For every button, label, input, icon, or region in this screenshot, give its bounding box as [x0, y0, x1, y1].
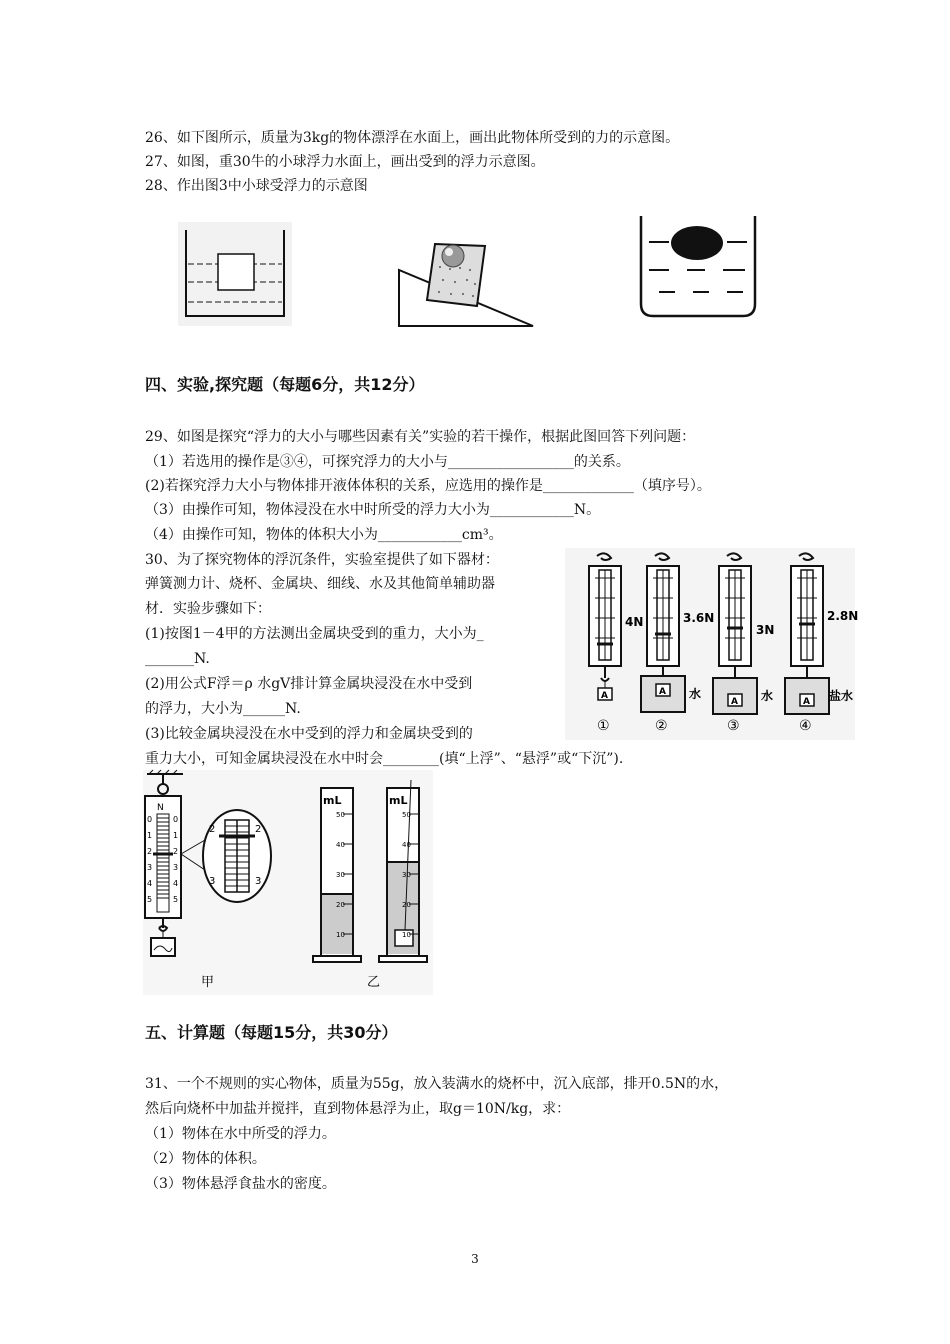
step-1: ①	[597, 718, 610, 734]
scale-tick-0-right: 0	[173, 815, 179, 824]
scale-3	[713, 553, 757, 714]
q31-line1: 31、一个不规则的实心物体，质量为55g，放入装满水的烧杯中，沉入底部，排开0.5N的水，	[145, 1076, 729, 1092]
q29-part1: （1）若选用的操作是③④，可探究浮力的大小与__________________的关系。	[145, 454, 630, 470]
cylinder-1	[313, 788, 361, 962]
q28-text: 28、作出图3中小球受浮力的示意图	[145, 178, 368, 194]
cylinder-2	[379, 780, 427, 962]
scale-tick-3-left: 3	[147, 863, 153, 872]
q30-line1: 30、为了探究物体的浮沉条件，实验室提供了如下器材：	[145, 552, 499, 568]
cyl2-tick-20: 20	[402, 901, 411, 909]
scale-tick-4-right: 4	[173, 879, 179, 888]
block-label-3: A	[731, 697, 738, 707]
scale-tick-5-right: 5	[173, 895, 179, 904]
cyl1-tick-50: 50	[336, 811, 345, 819]
q30-line5: _______N.	[145, 651, 210, 667]
reading-3: 3N	[756, 623, 775, 637]
section-4-heading: 四、实验,探究题（每题6分，共12分）	[145, 375, 425, 394]
cyl2-unit: mL	[389, 794, 408, 807]
q27-text: 27、如图，重30牛的小球浮力水面上，画出受到的浮力示意图。	[145, 154, 545, 170]
q30-line8: (3)比较金属块浸没在水中受到的浮力和金属块受到的	[145, 726, 473, 742]
scale-tick-1-right: 1	[173, 831, 179, 840]
reading-2: 3.6N	[683, 611, 715, 625]
zoom-tick-3-right: 3	[255, 876, 262, 887]
q30-line9: 重力大小，可知金属块浸没在水中时会________(填“上浮”、“悬浮”或“下沉”).	[145, 751, 624, 767]
q29-part3: （3）由操作可知，物体浸没在水中时所受的浮力大小为____________N。	[145, 502, 601, 518]
reading-4: 2.8N	[827, 609, 859, 623]
scale-tick-2-left: 2	[147, 847, 153, 856]
scale-tick-2-right: 2	[173, 847, 179, 856]
fig26-beaker-square	[178, 222, 292, 326]
cyl1-unit: mL	[323, 794, 342, 807]
q29-part4: （4）由操作可知，物体的体积大小为____________cm³。	[145, 527, 503, 543]
page-number: 3	[471, 1252, 479, 1266]
block-label-1: A	[601, 691, 608, 701]
scale-tick-5-left: 5	[147, 895, 153, 904]
cyl1-tick-30: 30	[336, 871, 345, 879]
zoom-tick-2-right: 2	[255, 824, 262, 835]
q31-part3: （3）物体悬浮食盐水的密度。	[145, 1176, 336, 1192]
q31-line2: 然后向烧杯中加盐并搅拌，直到物体悬浮为止，取g＝10N/kg，求：	[145, 1101, 571, 1117]
scale-unit: N	[157, 803, 164, 813]
fig28-beaker-ball	[635, 212, 761, 320]
cyl1-tick-40: 40	[336, 841, 345, 849]
q31-part1: （1）物体在水中所受的浮力。	[145, 1126, 336, 1142]
liquid-4: 盐水	[829, 689, 854, 703]
cyl2-tick-50: 50	[402, 811, 411, 819]
liquid-2: 水	[689, 687, 702, 701]
liquid-3: 水	[761, 689, 774, 703]
fig29-spring-scales	[565, 548, 859, 740]
scale-4	[785, 553, 829, 714]
q30-line7: 的浮力，大小为______N.	[145, 701, 301, 717]
scale-tick-0-left: 0	[147, 815, 153, 824]
q29-intro: 29、如图是探究“浮力的大小与哪些因素有关”实验的若干操作，根据此图回答下列问题：	[145, 429, 696, 445]
reading-1: 4N	[625, 615, 644, 629]
label-jia: 甲	[201, 975, 215, 990]
q30-line2: 弹簧测力计、烧杯、金属块、细线、水及其他简单辅助器	[145, 576, 495, 592]
label-yi: 乙	[367, 975, 381, 990]
step-2: ②	[655, 718, 668, 734]
section-5-heading: 五、计算题（每题15分，共30分）	[145, 1023, 398, 1042]
q30-line6: (2)用公式F浮＝ρ 水gV排计算金属块浸没在水中受到	[145, 676, 473, 692]
cyl2-tick-10: 10	[402, 931, 411, 939]
scale-tick-1-left: 1	[147, 831, 153, 840]
fig27-incline-ball	[395, 222, 537, 332]
cyl1-tick-20: 20	[336, 901, 345, 909]
scale-tick-3-right: 3	[173, 863, 179, 872]
zoom-tick-2-left: 2	[209, 824, 216, 835]
scale-tick-4-left: 4	[147, 879, 153, 888]
cyl2-tick-30: 30	[402, 871, 411, 879]
block-label-4: A	[803, 697, 810, 707]
fig30-scale-cylinders	[143, 770, 433, 995]
step-4: ④	[799, 718, 812, 734]
q31-part2: （2）物体的体积。	[145, 1151, 266, 1167]
block-label-2: A	[659, 687, 666, 697]
step-3: ③	[727, 718, 740, 734]
q29-part2: (2)若探究浮力大小与物体排开液体体积的关系，应选用的操作是_____________（填序号）。	[145, 478, 711, 494]
q30-line4: (1)按图1－4甲的方法测出金属块受到的重力，大小为_	[145, 626, 484, 642]
cyl2-tick-40: 40	[402, 841, 411, 849]
zoom-tick-3-left: 3	[209, 876, 216, 887]
q30-line3: 材．实验步骤如下：	[145, 601, 271, 617]
q26-text: 26、如下图所示，质量为3kg的物体漂浮在水面上，画出此物体所受到的力的示意图。	[145, 130, 680, 146]
cyl1-tick-10: 10	[336, 931, 345, 939]
